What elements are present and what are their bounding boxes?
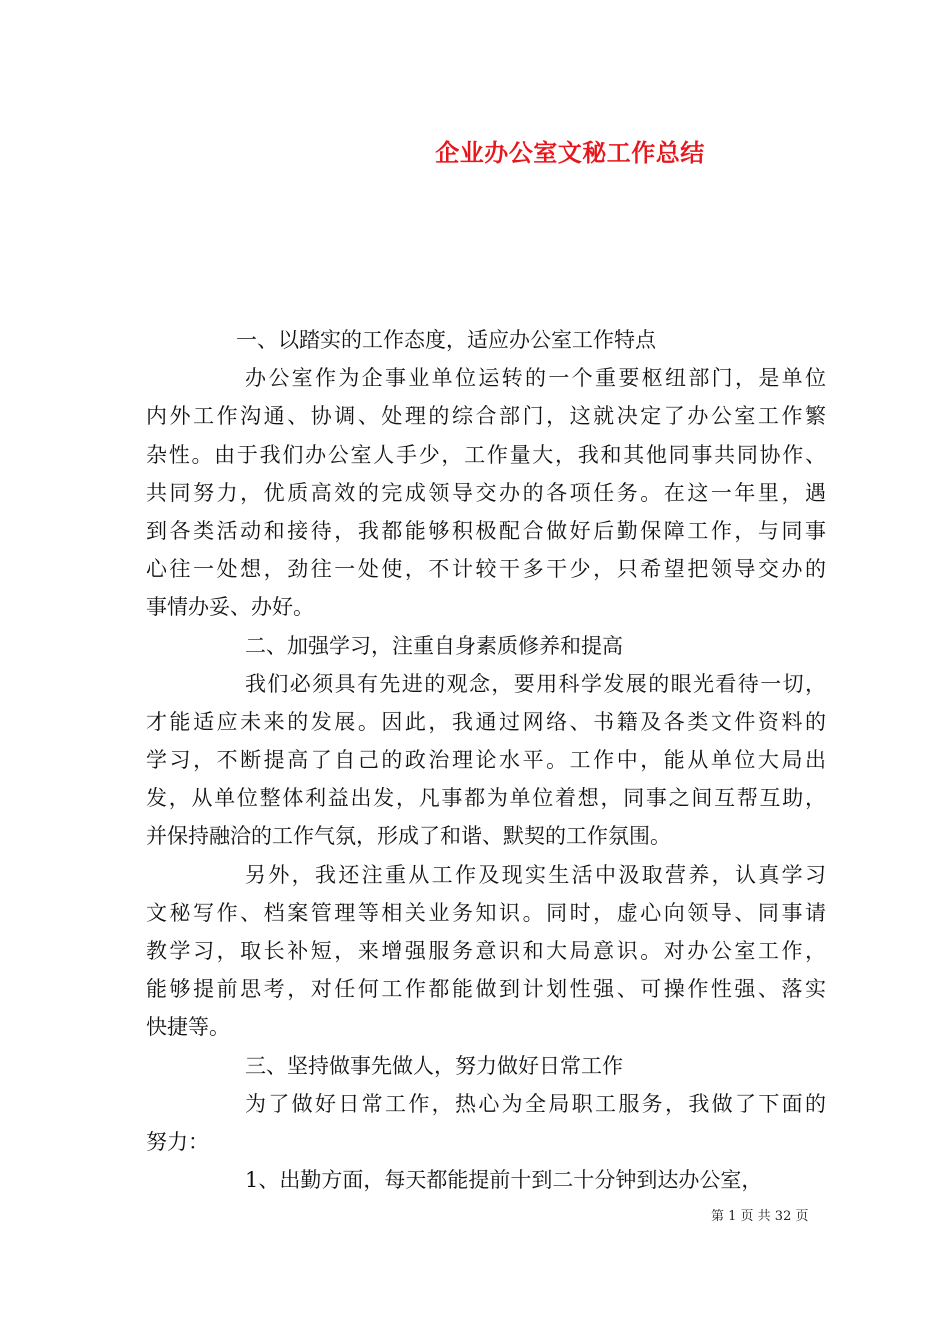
- section-heading-2: 二、加强学习，注重自身素质修养和提高: [245, 633, 623, 658]
- paragraph-line: 心往一处想，劲往一处使，不计较干多干少，只希望把领导交办的: [146, 557, 826, 582]
- section-heading-1: 一、以踏实的工作态度，适应办公室工作特点: [236, 328, 656, 352]
- paragraph-line: 学习，不断提高了自己的政治理论水平。工作中，能从单位大局出: [146, 748, 826, 773]
- paragraph-line: 文秘写作、档案管理等相关业务知识。同时，虚心向领导、同事请: [146, 900, 826, 925]
- page-number: 第 1 页 共 32 页: [711, 1209, 809, 1224]
- paragraph-line: 到各类活动和接待，我都能够积极配合做好后勤保障工作，与同事: [146, 518, 826, 543]
- paragraph-line: 杂性。由于我们办公室人手少，工作量大，我和其他同事共同协作、: [146, 442, 826, 467]
- document-body: [146, 321, 826, 1199]
- paragraph-line: 共同努力，优质高效的完成领导交办的各项任务。在这一年里，遇: [146, 480, 826, 505]
- paragraph-line: 教学习，取长补短，来增强服务意识和大局意识。对办公室工作，: [146, 939, 826, 963]
- paragraph-line: 我们必须具有先进的观念，要用科学发展的眼光看待一切，: [245, 671, 826, 696]
- paragraph-line: 发，从单位整体利益出发，凡事都为单位着想，同事之间互帮互助，: [146, 786, 826, 811]
- paragraph-line: 并保持融洽的工作气氛，形成了和谐、默契的工作氛围。: [146, 824, 671, 849]
- document-title: 企业办公室文秘工作总结: [435, 138, 705, 167]
- paragraph-line: 1、出勤方面，每天都能提前十到二十分钟到达办公室，: [245, 1168, 763, 1193]
- paragraph-line: 努力：: [146, 1129, 209, 1154]
- section-heading-3: 三、坚持做事先做人，努力做好日常工作: [245, 1053, 623, 1078]
- paragraph-line: 快捷等。: [146, 1015, 230, 1040]
- paragraph-line: 另外，我还注重从工作及现实生活中汲取营养，认真学习: [245, 862, 826, 887]
- paragraph-line: 才能适应未来的发展。因此，我通过网络、书籍及各类文件资料的: [146, 709, 826, 734]
- paragraph-line: 内外工作沟通、协调、处理的综合部门，这就决定了办公室工作繁: [146, 404, 826, 429]
- paragraph-line: 为了做好日常工作，热心为全局职工服务，我做了下面的: [245, 1091, 826, 1116]
- paragraph-line: 办公室作为企事业单位运转的一个重要枢纽部门，是单位: [245, 366, 826, 391]
- paragraph-line: 事情办妥、办好。: [146, 595, 314, 620]
- paragraph-line: 能够提前思考，对任何工作都能做到计划性强、可操作性强、落实: [146, 977, 826, 1002]
